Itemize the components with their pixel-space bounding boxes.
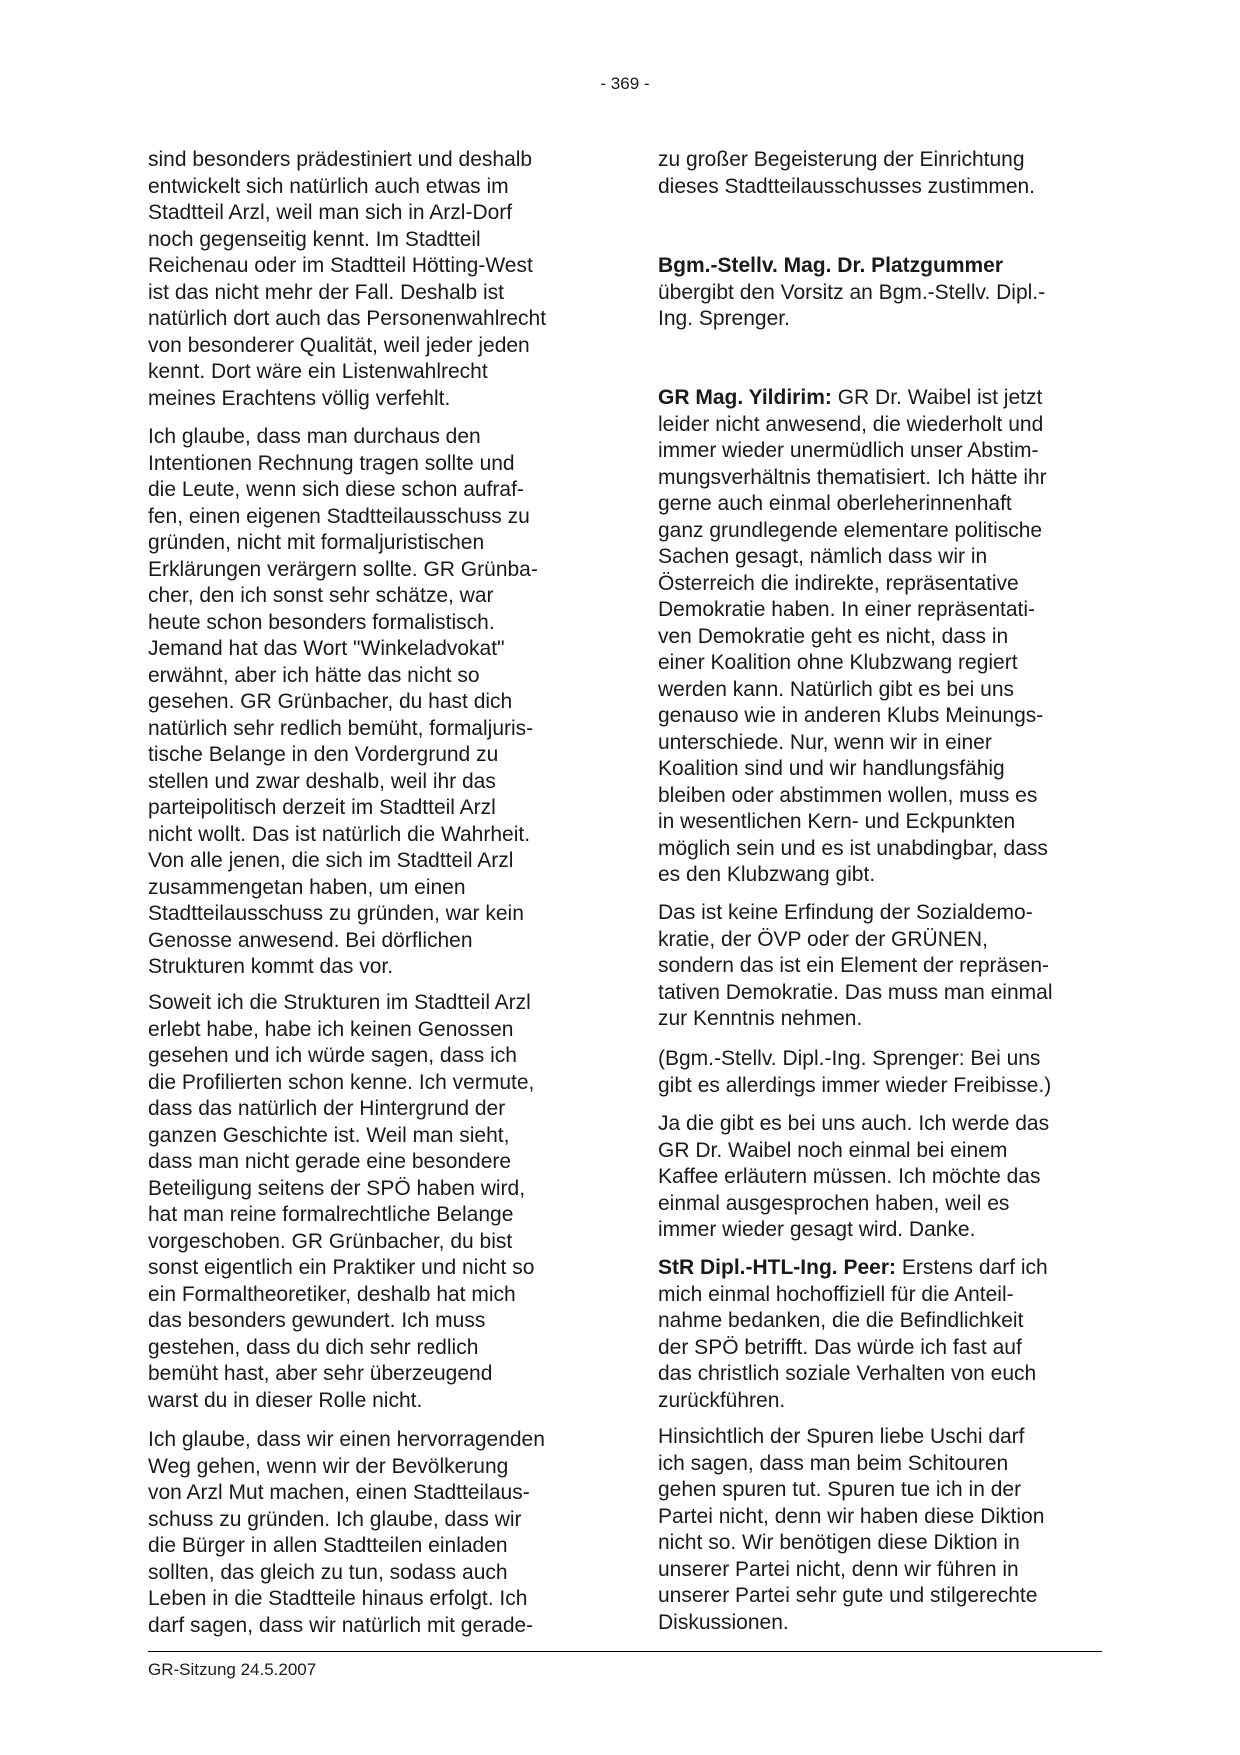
- text-line: möglich sein und es ist unabdingbar, dass: [658, 836, 1048, 860]
- text-line: gesehen und ich würde sagen, dass ich: [148, 1044, 517, 1067]
- text-line: sollten, das gleich zu tun, sodass auch: [148, 1560, 508, 1584]
- text-line: erlebt habe, habe ich keinen Genossen: [148, 1017, 514, 1041]
- text-line: natürlich dort auch das Personenwahlrecht: [148, 307, 547, 330]
- text-line: fen, einen eigenen Stadtteilausschuss zu: [148, 504, 530, 528]
- speaker-paragraph: [658, 1255, 1118, 1414]
- paragraph: [658, 1111, 1118, 1244]
- text-line: ven Demokratie geht es nicht, dass in: [658, 624, 1009, 648]
- text-line: Diskussionen.: [658, 1610, 789, 1634]
- text-line: zu großer Begeisterung der Einrichtung: [658, 148, 1025, 171]
- text-line: dass man nicht gerade eine besondere: [148, 1150, 512, 1173]
- text-line: Demokratie haben. In einer repräsentati-: [658, 598, 1036, 621]
- text-line: zusammengetan haben, um einen: [148, 875, 466, 899]
- text-line: natürlich sehr redlich bemüht, formaljuris-: [148, 716, 534, 740]
- text-line: sonst eigentlich ein Praktiker und nicht so: [148, 1256, 535, 1279]
- text-line: Erklärungen verärgern sollte. GR Grünba-: [148, 557, 538, 581]
- text-line: nahme bedanken, die die Befindlichkeit: [658, 1309, 1024, 1332]
- text-line: Partei nicht, denn wir haben diese Diktion: [658, 1504, 1045, 1528]
- text-line: sind besonders prädestiniert und deshalb: [148, 148, 533, 171]
- text-line: Weg gehen, wenn wir der Bevölkerung: [148, 1454, 509, 1478]
- footer-divider: [148, 1651, 1102, 1652]
- speaker-name: Bgm.-Stellv. Mag. Dr. Platzgummer: [658, 254, 1004, 277]
- page-number: - 369 -: [600, 74, 650, 93]
- text-line: Koalition sind und wir handlungsfähig: [658, 757, 1005, 780]
- text-line: unterschiede. Nur, wenn wir in einer: [658, 730, 992, 754]
- text-line: mich einmal hochoffiziell für die Anteil-: [658, 1282, 1014, 1306]
- text-line: genauso wie in anderen Klubs Meinungs-: [658, 704, 1044, 727]
- text-line: ich sagen, dass man beim Schitouren: [658, 1451, 1009, 1475]
- text-line: kratie, der ÖVP oder der GRÜNEN,: [658, 927, 988, 951]
- text-line: kennt. Dort wäre ein Listenwahlrecht: [148, 360, 488, 383]
- text-line: Das ist keine Erfindung der Sozialdemo-: [658, 901, 1033, 924]
- paragraph: [148, 1427, 608, 1639]
- text-line: das christlich soziale Verhalten von euch: [658, 1362, 1037, 1385]
- text-line: unserer Partei nicht, denn wir führen in: [658, 1557, 1019, 1581]
- text-line: Ich glaube, dass wir einen hervorragenden: [148, 1428, 545, 1451]
- text-line: Sachen gesagt, nämlich dass wir in: [658, 545, 988, 568]
- text-line: gesehen. GR Grünbacher, du hast dich: [148, 690, 513, 713]
- paragraph: [148, 990, 608, 1414]
- interjection-paragraph: [658, 1046, 1118, 1099]
- speaker-paragraph: [658, 253, 1118, 333]
- text-line: Intentionen Rechnung tragen sollte und: [148, 451, 515, 475]
- speaker-line: [658, 1255, 1118, 1282]
- text-line: bleiben oder abstimmen wollen, muss es: [658, 783, 1038, 807]
- text-line: einer Koalition ohne Klubzwang regiert: [658, 651, 1018, 674]
- text-line: einmal ausgesprochen haben, weil es: [658, 1191, 1010, 1215]
- text-line: der SPÖ betrifft. Das würde ich fast auf: [658, 1335, 1022, 1359]
- paragraph: [148, 147, 608, 412]
- text-line: von besonderer Qualität, weil jeder jeden: [148, 333, 530, 357]
- text-line: stellen und zwar deshalb, weil ihr das: [148, 769, 496, 793]
- text-line: schuss zu gründen. Ich glaube, dass wir: [148, 1507, 522, 1531]
- speaker-line: [658, 253, 1118, 280]
- text-line: Ing. Sprenger.: [658, 307, 790, 330]
- paragraph: [148, 424, 608, 981]
- text-line: die Leute, wenn sich diese schon aufraf-: [148, 478, 524, 501]
- text-line: dieses Stadtteilausschusses zustimmen.: [658, 174, 1036, 198]
- text-line: die Profilierten schon kenne. Ich vermute,: [148, 1070, 535, 1094]
- text-line: hat man reine formalrechtliche Belange: [148, 1203, 514, 1226]
- speaker-line: [658, 385, 1118, 412]
- text-line: werden kann. Natürlich gibt es bei uns: [658, 677, 1015, 701]
- text-line: bemüht hast, aber sehr überzeugend: [148, 1362, 493, 1385]
- text-line: heute schon besonders formalistisch.: [148, 610, 495, 634]
- text-line: Reichenau oder im Stadtteil Hötting-West: [148, 254, 533, 277]
- text-line: Jemand hat das Wort "Winkeladvokat": [148, 637, 505, 660]
- footer-session-date: GR-Sitzung 24.5.2007: [148, 1660, 317, 1679]
- text-line: meines Erachtens völlig verfehlt.: [148, 386, 451, 410]
- text-line: Genosse anwesend. Bei dörflichen: [148, 928, 473, 952]
- text-line: gehen spuren tut. Spuren tue ich in der: [658, 1478, 1022, 1501]
- text-line: tativen Demokratie. Das muss man einmal: [658, 980, 1053, 1004]
- text-line: entwickelt sich natürlich auch etwas im: [148, 174, 509, 198]
- text-line: Hinsichtlich der Spuren liebe Uschi darf: [658, 1425, 1025, 1448]
- text-line: ganzen Geschichte ist. Weil man sieht,: [148, 1123, 510, 1147]
- paragraph: [658, 147, 1118, 200]
- text-line: cher, den ich sonst sehr schätze, war: [148, 584, 494, 607]
- text-line: darf sagen, dass wir natürlich mit gerade-: [148, 1613, 534, 1637]
- text-line: unserer Partei sehr gute und stilgerechte: [658, 1584, 1038, 1607]
- text-line: nicht so. Wir benötigen diese Diktion in: [658, 1531, 1020, 1554]
- text-line: vorgeschoben. GR Grünbacher, du bist: [148, 1229, 513, 1253]
- text-line: parteipolitisch derzeit im Stadtteil Arzl: [148, 796, 496, 819]
- text-line: immer wieder gesagt wird. Danke.: [658, 1218, 976, 1241]
- text-line: übergibt den Vorsitz an Bgm.-Stellv. Dipl.-: [658, 280, 1046, 304]
- text-line: warst du in dieser Rolle nicht.: [148, 1388, 423, 1412]
- text-line: von Arzl Mut machen, einen Stadtteilaus-: [148, 1481, 530, 1504]
- text-line: Beteiligung seitens der SPÖ haben wird,: [148, 1176, 526, 1200]
- text-line: ganz grundlegende elementare politische: [658, 518, 1043, 542]
- text-line: das besonders gewundert. Ich muss: [148, 1309, 486, 1332]
- text-line: die Bürger in allen Stadtteilen einladen: [148, 1534, 508, 1557]
- text-line: Strukturen kommt das vor.: [148, 955, 394, 978]
- text-line: zurückführen.: [658, 1388, 786, 1412]
- text-line: dass das natürlich der Hintergrund der: [148, 1097, 506, 1120]
- paragraph: [658, 1424, 1118, 1636]
- speaker-paragraph: [658, 385, 1118, 889]
- text-line: Stadtteil Arzl, weil man sich in Arzl-Dorf: [148, 201, 513, 224]
- text-line: es den Klubzwang gibt.: [658, 863, 876, 886]
- text-line: Ich glaube, dass man durchaus den: [148, 425, 481, 448]
- text-line: Von alle jenen, die sich im Stadtteil Arzl: [148, 849, 514, 872]
- text-line: sondern das ist ein Element der repräsen-: [658, 954, 1050, 977]
- text-line: Ja die gibt es bei uns auch. Ich werde das: [658, 1112, 1050, 1135]
- text-line: erwähnt, aber ich hätte das nicht so: [148, 663, 480, 687]
- speaker-name: GR Mag. Yildirim:: [658, 386, 832, 409]
- text-line: Leben in die Stadtteile hinaus erfolgt. Ich: [148, 1587, 528, 1610]
- text-line: Österreich die indirekte, repräsentative: [658, 571, 1019, 595]
- text-line: Kaffee erläutern müssen. Ich möchte das: [658, 1165, 1041, 1188]
- text-line: GR Dr. Waibel noch einmal bei einem: [658, 1138, 1008, 1162]
- text-line: Stadtteilausschuss zu gründen, war kein: [148, 902, 524, 925]
- text-line: Soweit ich die Strukturen im Stadtteil Arzl: [148, 991, 531, 1014]
- text-line: nicht wollt. Das ist natürlich die Wahrheit.: [148, 822, 531, 846]
- speaker-statement-start: Erstens darf ich: [901, 1256, 1048, 1279]
- text-line: gibt es allerdings immer wieder Freibisse.): [658, 1073, 1052, 1097]
- text-line: leider nicht anwesend, die wiederholt und: [658, 412, 1044, 436]
- speaker-name: StR Dipl.-HTL-Ing. Peer:: [658, 1256, 896, 1279]
- paragraph: [658, 900, 1118, 1033]
- speaker-statement-start: GR Dr. Waibel ist jetzt: [837, 386, 1043, 409]
- text-line: gründen, nicht mit formaljuristischen: [148, 531, 485, 554]
- text-line: gestehen, dass du dich sehr redlich: [148, 1335, 479, 1359]
- text-line: zur Kenntnis nehmen.: [658, 1007, 863, 1030]
- text-line: (Bgm.-Stellv. Dipl.-Ing. Sprenger: Bei uns: [658, 1047, 1041, 1070]
- text-line: noch gegenseitig kennt. Im Stadtteil: [148, 227, 481, 251]
- text-line: immer wieder unermüdlich unser Abstim-: [658, 439, 1039, 462]
- text-line: ein Formaltheoretiker, deshalb hat mich: [148, 1282, 516, 1306]
- text-line: ist das nicht mehr der Fall. Deshalb ist: [148, 280, 504, 304]
- text-line: gerne auch einmal oberleherinnenhaft: [658, 492, 1012, 515]
- text-line: mungsverhältnis thematisiert. Ich hätte ihr: [658, 465, 1047, 489]
- text-line: in wesentlichen Kern- und Eckpunkten: [658, 810, 1016, 833]
- text-line: tische Belange in den Vordergrund zu: [148, 743, 499, 766]
